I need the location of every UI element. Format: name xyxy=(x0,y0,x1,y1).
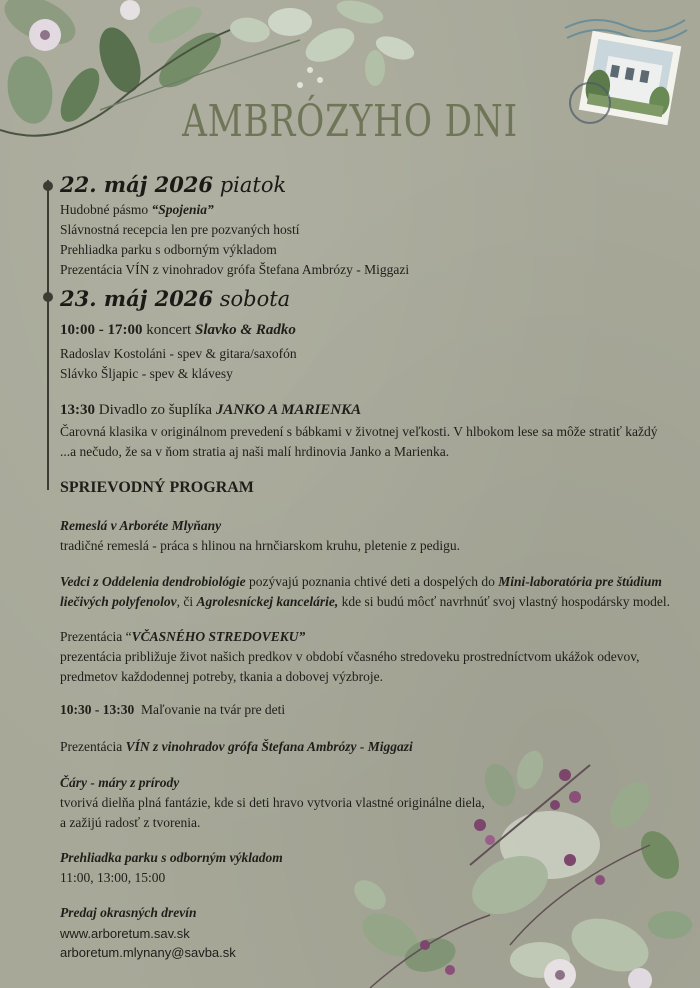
timeline-line xyxy=(47,180,49,490)
day1-heading xyxy=(60,172,286,197)
theatre-desc2: ...a nečudo, že sa v ňom stratia aj naši malí hrdinovia Janko a Marienka. xyxy=(60,444,450,459)
crafts-desc: tradičné remeslá - práca s hlinou na hrnčiarskom kruhu, pletenie z pedigu. xyxy=(60,538,460,553)
medieval-prefix: Prezentácia “ xyxy=(60,629,132,644)
day1-item1-name: “Spojenia” xyxy=(151,202,214,217)
wine-name: VÍN z vinohradov grófa Štefana Ambrózy - Miggazi xyxy=(125,739,413,754)
timeline-dot-day2 xyxy=(43,292,53,302)
day2-weekday: sobota xyxy=(219,287,291,311)
day2-date: 23. máj 2026 xyxy=(60,286,214,311)
event-title: AMBRÓZYHO DNI xyxy=(182,96,518,147)
day1-item1-prefix: Hudobné pásmo xyxy=(60,202,152,217)
performer1: Radoslav Kostoláni - spev & gitara/saxofón xyxy=(60,346,297,361)
science-line1 xyxy=(60,572,662,592)
email-link[interactable]: arboretum.mlynany@savba.sk xyxy=(60,945,236,960)
tour-times: 11:00, 13:00, 15:00 xyxy=(60,870,166,885)
facepaint-desc: Maľovanie na tvár pre deti xyxy=(134,702,286,717)
day1-item1 xyxy=(60,200,214,220)
nature-desc1: tvorivá dielňa plná fantázie, kde si deti hravo vytvoria vlastné originálne diela, xyxy=(60,795,485,810)
day1-item3: Prehliadka parku s odborným výkladom xyxy=(60,242,277,257)
science-line2 xyxy=(60,592,670,612)
theatre-desc1: Čarovná klasika v originálnom prevedení s bábkami v životnej veľkosti. V hlbokom lese sa môže stratiť každý xyxy=(60,424,658,439)
concert-word: koncert xyxy=(142,322,195,338)
nature-title: Čáry - máry z prírody xyxy=(60,775,180,790)
timeline-dot-day1 xyxy=(43,181,53,191)
day1-date: 22. máj 2026 xyxy=(60,172,214,197)
wine-prefix: Prezentácia xyxy=(60,739,126,754)
day2-heading xyxy=(60,286,290,311)
science-model: kde si budú môcť navrhnúť svoj vlastný hospodársky model. xyxy=(338,594,670,609)
nature-desc2: a zažijú radosť z tvorenia. xyxy=(60,815,201,830)
science-office: Agrolesníckej kancelárie, xyxy=(196,594,339,609)
day1-item4: Prezentácia VÍN z vinohradov grófa Štefana Ambrózy - Miggazi xyxy=(60,262,410,277)
theatre-word: Divadlo zo šuplíka xyxy=(95,402,216,418)
facepaint-line xyxy=(60,700,285,720)
foliage-bottom-right xyxy=(330,745,700,988)
concert-name: Slavko & Radko xyxy=(194,322,296,338)
website-link[interactable]: www.arboretum.sav.sk xyxy=(60,926,190,941)
tour-title: Prehliadka parku s odborným výkladom xyxy=(60,850,283,865)
science-or: , či xyxy=(176,594,197,609)
science-polyphenols: liečivých polyfenolov xyxy=(60,594,177,609)
theatre-line xyxy=(60,400,361,420)
concert-line xyxy=(60,320,296,340)
facepaint-time: 10:30 - 13:30 xyxy=(60,702,135,717)
performer2: Slávko Šljapic - spev & klávesy xyxy=(60,366,233,381)
science-lab: Mini-laboratória pre štúdium xyxy=(498,574,662,589)
sale-title: Predaj okrasných drevín xyxy=(60,905,197,920)
crafts-title: Remeslá v Arboréte Mlyňany xyxy=(60,518,222,533)
concert-time: 10:00 - 17:00 xyxy=(60,322,143,338)
day1-weekday: piatok xyxy=(219,173,287,197)
science-invite: pozývajú poznania chtivé deti a dospelých do xyxy=(245,574,499,589)
medieval-desc1: prezentácia približuje život našich predkov v období včasného stredoveku prostredníctvom ukážok odevov, xyxy=(60,649,640,664)
science-dept: Vedci z Oddelenia dendrobiológie xyxy=(60,574,246,589)
medieval-name: VČASNÉHO STREDOVEKU” xyxy=(131,629,306,644)
theatre-name: JANKO A MARIENKA xyxy=(215,402,362,418)
medieval-title xyxy=(60,627,305,647)
program-heading: SPRIEVODNÝ PROGRAM xyxy=(60,479,254,496)
medieval-desc2: predmetov každodennej potreby, tkania a dobovej výzbroje. xyxy=(60,669,384,684)
theatre-time: 13:30 xyxy=(60,402,95,418)
day1-item2: Slávnostná recepcia len pre pozvaných hostí xyxy=(60,222,300,237)
